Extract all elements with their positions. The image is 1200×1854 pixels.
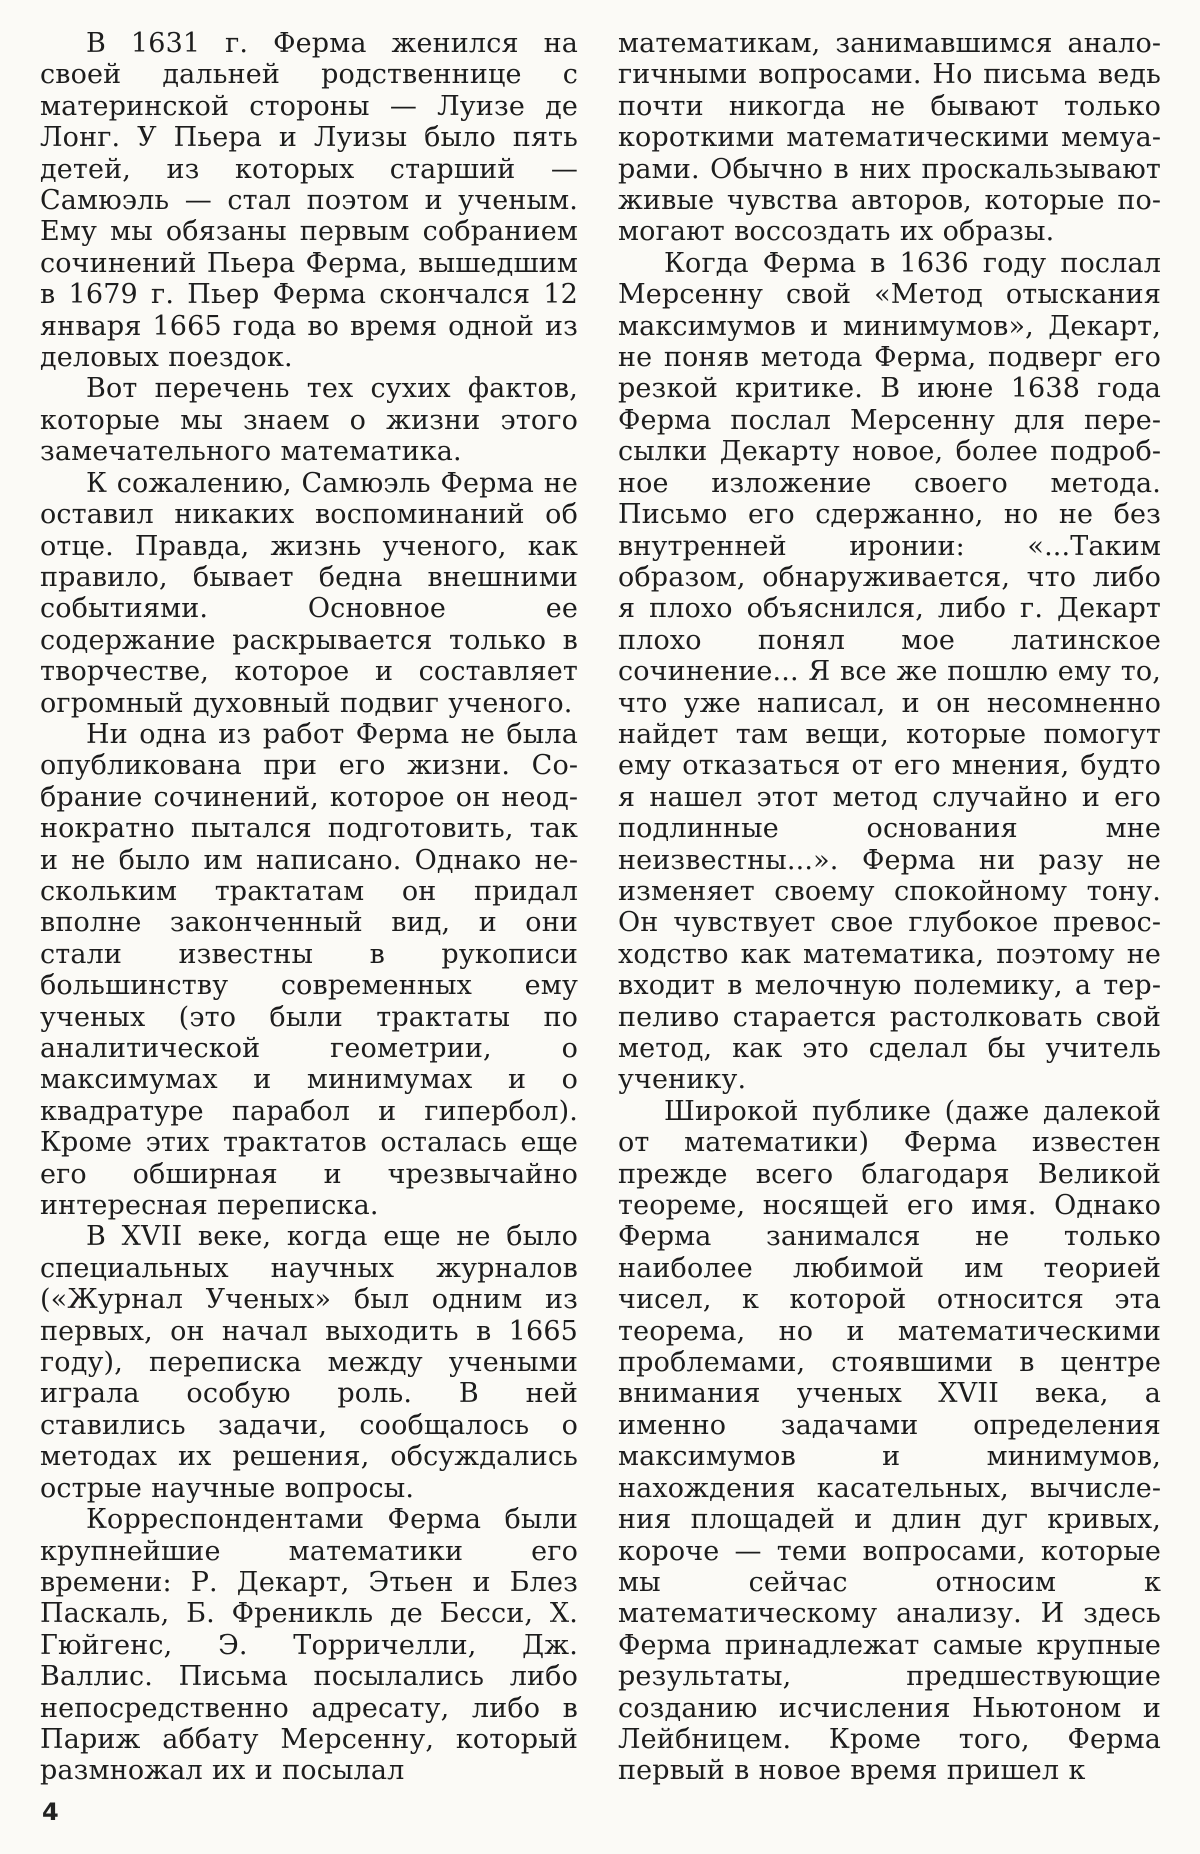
- paragraph-marriage: В 1631 г. Ферма женился на своей дальней родственнице с материнской стороны — Луизе де Лонг. У Пьера и Луизы было пять детей, из которых старший — Самюэль — стал поэтом и ученым. Ему мы обязаны первым собранием сочинений Пьера Ферма, вышедшим в 1679 г. Пьер Ферма скончался 12 января 1665 года во время одной из деловых поездок.: [40, 28, 578, 374]
- right-column: [618, 28, 1161, 1787]
- paragraph-continuation: математикам, занимавшимся аналогичными вопросами. Но письма ведь почти никогда не бывают только короткими математическими мемуарами. Обычно в них проскальзывают живые чувства авторов, которые помогают воссоздать их образы.: [618, 28, 1161, 248]
- paragraph-great-theorem: Широкой публике (даже далекой от математики) Ферма известен прежде всего благодаря Великой теореме, носящей его имя. Однако Ферма занимался не только наиболее любимой им теорией чисел, к которой относится эта теорема, но и математическими проблемами, стоявшими в центре внимания ученых XVII века, а именно задачами определения максимумов и минимумов, нахождения касательных, вычисления площадей и длин дуг кривых, короче — теми вопросами, которые мы сейчас относим к математическому анализу. И здесь Ферма принадлежат самые крупные результаты, предшествующие созданию исчисления Ньютоном и Лейбницем. Кроме того, Ферма первый в новое время пришел к: [618, 1095, 1161, 1787]
- left-column: [40, 28, 578, 1787]
- paragraph-facts: Вот перечень тех сухих фактов, которые мы знаем о жизни этого замечательного математика.: [40, 373, 578, 468]
- paragraph-works: Ни одна из работ Ферма не была опубликована при его жизни. Собрание сочинений, которое он неоднократно пытался подготовить, так и не было им написано. Однако нескольким трактатам он придал вполне законченный вид, и они стали известны в рукописи большинству современных ему ученых (это были трактаты по аналитической геометрии, о максимумах и минимумах и о квадратуре парабол и гипербол). Кроме этих трактатов осталась еще его обширная и чрезвычайно интересная переписка.: [40, 718, 578, 1222]
- paragraph-correspondence: В XVII веке, когда еще не было специальных научных журналов («Журнал Ученых» был одним из первых, он начал выходить в 1665 году), переписка между учеными играла особую роль. В ней ставились задачи, сообщалось о методах их решения, обсуждались острые научные вопросы.: [40, 1221, 578, 1504]
- paragraph-correspondents: Корреспондентами Ферма были крупнейшие математики его времени: Р. Декарт, Этьен и Блез Паскаль, Б. Френикль де Бесси, Х. Гюйгенс, Э. Торричелли, Дж. Валлис. Письма посылались либо непосредственно адресату, либо в Париж аббату Мерсенну, который размножал их и посылал: [40, 1504, 578, 1787]
- paragraph-memories: К сожалению, Самюэль Ферма не оставил никаких воспоминаний об отце. Правда, жизнь ученого, как правило, бывает бедна внешними событиями. Основное ее содержание раскрывается только в творчестве, которое и составляет огромный духовный подвиг ученого.: [40, 467, 578, 719]
- page-number: 4: [42, 1798, 59, 1826]
- paragraph-descartes: Когда Ферма в 1636 году послал Мерсенну свой «Метод отыскания максимумов и минимумов», Декарт, не поняв метода Ферма, подверг его резкой критике. В июне 1638 года Ферма послал Мерсенну для пересылки Декарту новое, более подробное изложение своего метода. Письмо его сдержанно, но не без внутренней иронии: «...Таким образом, обнаруживается, что либо я плохо объяснился, либо г. Декарт плохо понял мое латинское сочинение... Я все же пошлю ему то, что уже написал, и он несомненно найдет там вещи, которые помогут ему отказаться от его мнения, будто я нашел этот метод случайно и его подлинные основания мне неизвестны...». Ферма ни разу не изменяет своему спокойному тону. Он чувствует свое глубокое превосходство как математика, поэтому не входит в мелочную полемику, а терпеливо старается растолковать свой метод, как это сделал бы учитель ученику.: [618, 247, 1161, 1096]
